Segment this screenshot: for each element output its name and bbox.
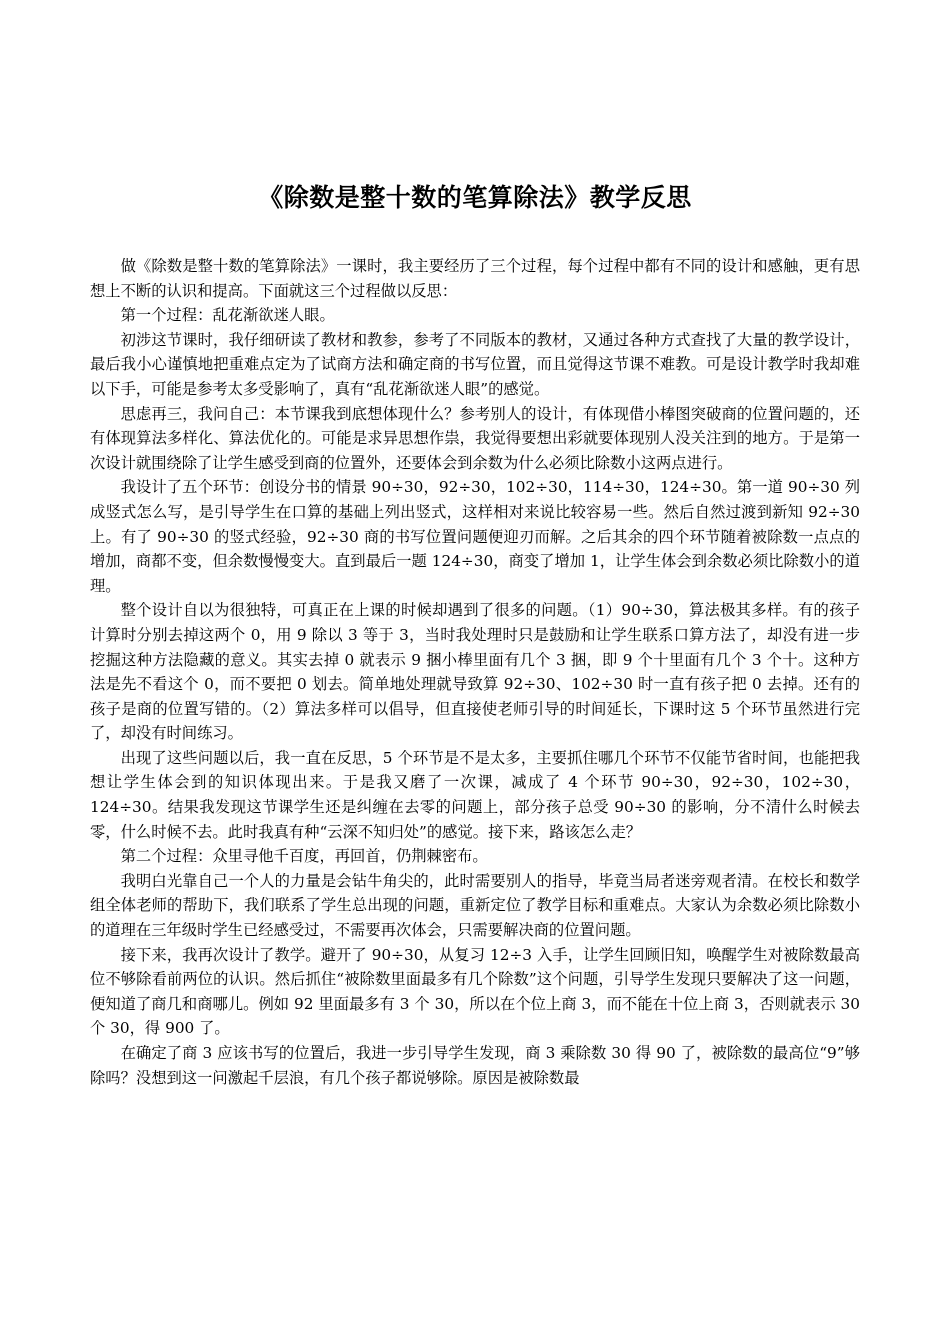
paragraph: 做《除数是整十数的笔算除法》一课时，我主要经历了三个过程，每个过程中都有不同的设计和感触，更有思想上不断的认识和提高。下面就这三个过程做以反思：: [90, 257, 860, 300]
paragraph: 在确定了商 3 应该书写的位置后，我进一步引导学生发现，商 3 乘除数 30 得 90 了，被除数的最高位“9”够除吗？没想到这一问激起千层浪，有几个孩子都说够除。原因是被除数最: [90, 1044, 860, 1087]
document-body: [90, 254, 860, 1090]
paragraph: 思虑再三，我问自己：本节课我到底想体现什么？参考别人的设计，有体现借小棒图突破商的位置问题的，还有体现算法多样化、算法优化的。可能是求异思想作祟，我觉得要想出彩就要体现别人没关注到的地方。于是第一次设计就围绕除了让学生感受到商的位置外，还要体会到余数为什么必须比除数小这两点进行。: [90, 404, 860, 472]
paragraph: 第一个过程：乱花渐欲迷人眼。: [120, 306, 335, 325]
paragraph: 第二个过程：众里寻他千百度，再回首，仍荆棘密布。: [120, 847, 488, 866]
paragraph: 初涉这节课时，我仔细研读了教材和教参，参考了不同版本的教材，又通过各种方式查找了大量的教学设计，最后我小心谨慎地把重难点定为了试商方法和确定商的书写位置，而且觉得这节课不难教。可是设计教学时我却难以下手，可能是参考太多受影响了，真有“乱花渐欲迷人眼”的感觉。: [90, 330, 860, 398]
paragraph: 整个设计自以为很独特，可真正在上课的时候却遇到了很多的问题。（1）90÷30，算法极其多样。有的孩子计算时分别去掉这两个 0，用 9 除以 3 等于 3，当时我处理时只是鼓励和让学生联系口算方法了，却没有进一步挖掘这种方法隐藏的意义。其实去掉 0 就表示 9 捆小棒里面有几个 3 捆，即 9 个十里面有几个 3 个十。这种方法是先不看这个 0，而不要把 0 划去。简单地处理就导致算 92÷30、102÷30 时一直有孩子把 0 去掉。还有的孩子是商的位置写错的。（2）算法多样可以倡导，但直接使老师引导的时间延长，下课时这 5 个环节虽然进行完了，却没有时间练习。: [90, 601, 860, 743]
document-page: [90, 0, 860, 1090]
paragraph: 我设计了五个环节：创设分书的情景 90÷30，92÷30，102÷30，114÷30，124÷30。第一道 90÷30 列成竖式怎么写，是引导学生在口算的基础上列出竖式，这样相对来说比较容易一些。然后自然过渡到新知 92÷30 上。有了 90÷30 的竖式经验，92÷30 商的书写位置问题便迎刃而解。之后其余的四个环节随着被除数一点点的增加，商都不变，但余数慢慢变大。直到最后一题 124÷30，商变了增加 1，让学生体会到余数必须比除数小的道理。: [90, 478, 860, 595]
paragraph: 接下来，我再次设计了教学。避开了 90÷30，从复习 12÷3 入手，让学生回顾旧知，唤醒学生对被除数最高位不够除看前两位的认识。然后抓住“被除数里面最多有几个除数”这个问题，引导学生发现只要解决了这一问题，便知道了商几和商哪儿。例如 92 里面最多有 3 个 30，所以在个位上商 3，而不能在十位上商 3，否则就表示 30 个 30，得 900 了。: [90, 945, 860, 1038]
document-title: 《除数是整十数的笔算除法》教学反思: [258, 183, 692, 212]
paragraph: 出现了这些问题以后，我一直在反思，5 个环节是不是太多，主要抓住哪几个环节不仅能节省时间，也能把我想让学生体会到的知识体现出来。于是我又磨了一次课，减成了 4 个环节 90÷30，92÷30，102÷30，124÷30。结果我发现这节课学生还是纠缠在去零的问题上，部分孩子总受 90÷30 的影响，分不清什么时候去零，什么时候不去。此时我真有种“云深不知归处”的感觉。接下来，路该怎么走？: [90, 748, 860, 841]
paragraph: 我明白光靠自己一个人的力量是会钻牛角尖的，此时需要别人的指导，毕竟当局者迷旁观者清。在校长和数学组全体老师的帮助下，我们联系了学生总出现的问题，重新定位了教学目标和重难点。大家认为余数必须比除数小的道理在三年级时学生已经感受过，不需要再次体会，只需要解决商的位置问题。: [90, 871, 860, 940]
